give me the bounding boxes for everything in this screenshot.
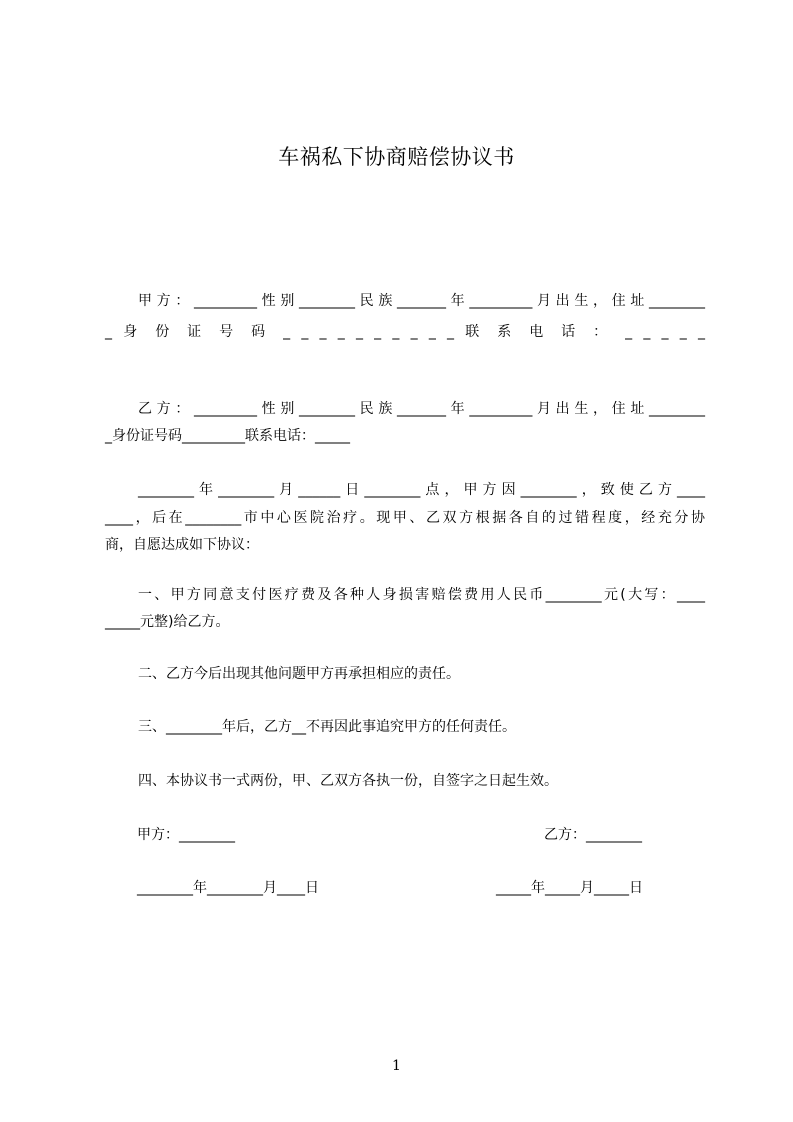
party-a-line-1: 甲方：_________性别________民族_______年_________月出生，住址________ (138, 293, 705, 309)
party-a-signature: 甲方：________ (137, 827, 235, 843)
clause-3: 三、________年后，乙方__不再因此事追究甲方的任何责任。 (138, 719, 516, 735)
party-b-date: _____年_____月_____日 (496, 880, 643, 896)
clause-1-line-1: 一、甲方同意支付医疗费及各种人身损害赔偿费用人民币________元(大写：____ (138, 587, 705, 603)
party-b-signature: 乙方：________ (544, 827, 642, 843)
clause-4: 四、本协议书一式两份，甲、乙双方各执一份，自签字之日起生效。 (138, 773, 558, 789)
incident-line-2: ____，后在________市中心医院治疗。现甲、乙双方根据各自的过错程度，经充分协 (105, 510, 705, 526)
incident-line-1: ________年________月______日________点，甲方因________，致使乙方____ (138, 482, 705, 498)
document-title: 车祸私下协商赔偿协议书 (278, 145, 515, 169)
page-number: 1 (392, 1058, 401, 1074)
party-b-line-2: _身份证号码_________联系电话：_____ (105, 428, 350, 444)
party-a-date: ________年________月____日 (137, 880, 319, 896)
clause-1-line-2: _____元整)给乙方。 (105, 614, 230, 630)
party-b-line-1: 乙方：_________性别________民族_______年_________月出生，住址________ (138, 401, 705, 417)
incident-line-3: 商，自愿达成如下协议： (105, 537, 259, 553)
clause-2: 二、乙方今后出现其他问题甲方再承担相应的责任。 (138, 666, 460, 682)
party-a-line-2: _ 身 份 证 号 码 _ _ _ _ _ _ _ _ _ _ 联 系 电 话 ： _ _ _ _ _ (105, 324, 705, 340)
